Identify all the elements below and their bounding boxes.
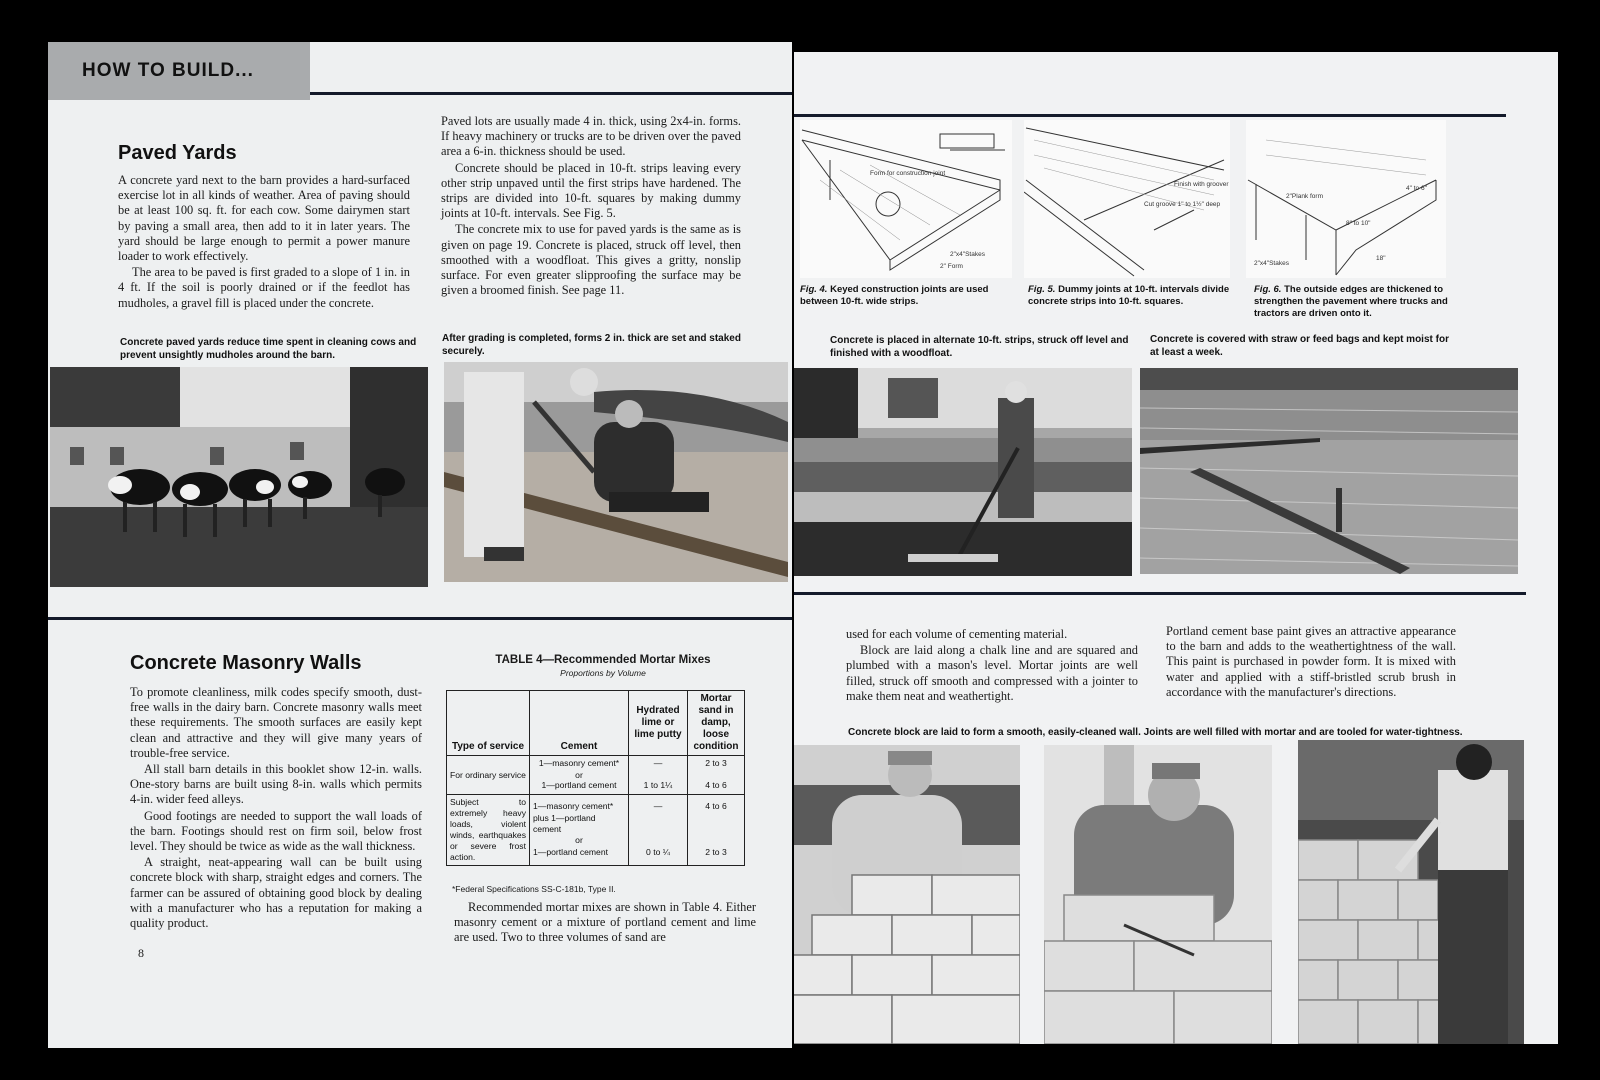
fig-label: Finish with groover (1174, 181, 1229, 188)
banner-title: HOW TO BUILD... (82, 60, 254, 81)
caption-block: Concrete block are laid to form a smooth, easily-cleaned wall. Joints are well filled with mortar and are tooled for water-tightness. (848, 727, 1463, 738)
caption-cows: Concrete paved yards reduce time spent in cleaning cows and prevent unsightly mudholes around the barn. (120, 337, 417, 361)
paragraph: The area to be paved is first graded to a slope of 1 in. in 4 ft. If the soil is poorly drained or if the feedlot has mudholes, a gravel fill is placed under the concrete. (118, 265, 410, 310)
cell-line: plus 1—portland cement (533, 813, 596, 834)
fig-text: Keyed construction joints are used between 10-ft. wide strips. (800, 284, 989, 307)
cell-line: or (575, 835, 583, 845)
mortar-table (446, 690, 745, 866)
cell-line: 1—portland cement (541, 780, 617, 790)
cell-line: 4 to 6 (705, 801, 727, 811)
cell-line: 0 to ¼ (646, 847, 670, 857)
paragraph: Paved lots are usually made 4 in. thick, using 2x4-in. forms. If heavy machinery or trucks are to be driven over the paved area a 6-in. thickness should be used. (441, 114, 741, 159)
cell-sand (688, 756, 745, 795)
fig-number: Fig. 6. (1254, 284, 1282, 295)
fig-number: Fig. 4. (800, 284, 828, 295)
fig4-drawing (800, 120, 1012, 278)
fig6-caption (1254, 284, 1464, 320)
fig-text: The outside edges are thickened to strengthen the pavement where trucks and tractors are driven onto it. (1254, 284, 1448, 319)
cell-line (632, 770, 684, 780)
fig-text: Dummy joints at 10-ft. intervals divide concrete strips into 10-ft. squares. (1028, 284, 1230, 307)
photo-cows-barn (50, 367, 428, 587)
paved-column-1 (118, 173, 410, 312)
cell-lime (629, 756, 688, 795)
masonry-heading: Concrete Masonry Walls (130, 652, 362, 674)
caption-covered: Concrete is covered with straw or feed bags and kept moist for at least a week. (1150, 334, 1449, 358)
section-banner (48, 42, 310, 100)
header-cell: Hydrated lime or lime putty (629, 691, 688, 756)
table-header-row (447, 691, 745, 756)
photo-block-3 (1298, 740, 1524, 1044)
table-subtitle: Proportions by Volume (560, 668, 646, 678)
cell-line: 1—masonry cement* (533, 801, 614, 811)
cell-line: 4 to 6 (705, 780, 727, 790)
table-title-block (448, 654, 758, 678)
top-rule-right (794, 114, 1506, 117)
mid-rule-right (794, 592, 1526, 595)
cell-sand (688, 795, 745, 866)
cell-line (691, 770, 741, 780)
cell-line: — (653, 758, 663, 768)
table-row (447, 795, 745, 866)
cell-line (691, 835, 741, 847)
page-number: 8 (138, 946, 144, 960)
table-row (447, 756, 745, 795)
fig5-caption (1028, 284, 1244, 308)
photo-block-1 (794, 745, 1020, 1044)
cell-line (632, 835, 684, 847)
table-footnote: *Federal Specifications SS-C-181b, Type II. (452, 884, 616, 894)
paragraph: used for each volume of cementing material. (846, 627, 1068, 641)
photo-woodfloat (794, 368, 1132, 576)
paragraph: Good footings are needed to support the wall loads of the barn. Footings should rest on firm soil, below frost level. They should be twice as wide as the wall thickness. (130, 808, 422, 854)
caption-strips: Concrete is placed in alternate 10-ft. strips, struck off level and finished with a woodfloat. (830, 335, 1129, 359)
cell-line (691, 813, 741, 835)
paragraph: Recommended mortar mixes are shown in Table 4. Either masonry cement or a mixture of portland cement and lime are used. Two to three volumes of sand are (454, 900, 756, 945)
paved-heading: Paved Yards (118, 142, 237, 164)
paragraph: The concrete mix to use for paved yards is the same as is given on page 19. Concrete is placed, struck off level, then smoothed with a woodfloat. This gives a gritty, nonslip surface. For even greater slipproofing the surface may be given a broomed finish. See page 11. (441, 222, 741, 298)
left-page (48, 42, 792, 1048)
cell-cement (530, 795, 629, 866)
cell-cement (530, 756, 629, 795)
cell-service: For ordinary service (447, 756, 530, 795)
photo-block-2 (1044, 745, 1272, 1044)
mortar-table-wrap (446, 690, 745, 866)
fig4-caption (800, 284, 1018, 308)
fig-label: 2"x4"Stakes (1254, 260, 1289, 267)
right-page (794, 52, 1558, 1044)
fig-label: Form for construction joint (870, 170, 946, 177)
masonry-column-2 (454, 900, 756, 947)
cell-line: 1—portland cement (533, 847, 608, 857)
header-cell: Type of service (447, 691, 530, 756)
masonry-column-3 (846, 627, 1138, 705)
cell-line: 2 to 3 (705, 758, 727, 768)
masonry-column-1 (130, 685, 422, 932)
top-rule (310, 92, 792, 95)
paragraph: A concrete yard next to the barn provides a hard-surfaced exercise lot in all kinds of weather. Area of paving should be at least 100 sq. ft. for each cow. Some dairymen start by paving a small area, then add to it in later years. The yard should be large enough to permit a power manure loader to work effectively. (118, 173, 410, 264)
fig-label: 8" to 10" (1346, 220, 1371, 227)
fig-label: 2" Form (940, 263, 963, 270)
fig-label: 2"x4"Stakes (950, 251, 985, 258)
paragraph: A straight, neat-appearing wall can be built using concrete block with sharp, straight edges and corners. The farmer can be assured of obtaining good block by dealing with a manufacturer who has a reputation for making a quality product. (130, 855, 422, 931)
fig5-drawing (1024, 120, 1230, 278)
cell-line: 2 to 3 (705, 847, 727, 857)
photo-setting-forms (444, 362, 788, 582)
caption-forms: After grading is completed, forms 2 in. thick are set and staked securely. (442, 333, 741, 357)
paragraph: Portland cement base paint gives an attractive appearance to the barn and adds to the weathertightness of the wall. This paint is purchased in powder form. It is mixed with water and applied with a stiff-bristled scrub brush in accordance with the manufacturer's directions. (1166, 624, 1456, 699)
fig-label: 18" (1376, 255, 1386, 262)
masonry-column-4 (1166, 624, 1456, 701)
fig6-drawing (1246, 120, 1446, 278)
paragraph: Concrete should be placed in 10-ft. strips leaving every other strip unpaved until the first strips have hardened. The strips are divided into 10-ft. squares by making dummy joints at 10-ft. intervals. See Fig. 5. (441, 160, 741, 221)
mid-rule (48, 617, 792, 620)
header-cell: Mortar sand in damp, loose condition (688, 691, 745, 756)
paragraph: Block are laid along a chalk line and are squared and plumbed with a mason's level. Mortar joints are well filled, struck off smooth and compressed with a jointer to make them neat and weathertight. (846, 643, 1138, 703)
paved-column-2 (441, 114, 741, 299)
photo-straw-cover (1140, 368, 1518, 574)
cell-line: 1 to 1¼ (643, 780, 673, 790)
fig-label: 2"Plank form (1286, 193, 1323, 200)
fig-label: 4" to 6" (1406, 185, 1427, 192)
fig-label: Cut groove 1" to 1½" deep (1144, 201, 1221, 208)
cell-line (632, 813, 684, 835)
header-cell: Cement (530, 691, 629, 756)
cell-line: — (653, 801, 663, 811)
cell-lime (629, 795, 688, 866)
cell-service: Subject to extremely heavy loads, violent winds, earthquakes or severe frost action. (447, 795, 530, 866)
paragraph: To promote cleanliness, milk codes specify smooth, dust-free walls in the dairy barn. Concrete masonry walls meet these requirements. The smooth surfaces are easily kept clean and attractive and they will give many years of trouble-free service. (130, 685, 422, 760)
cell-line: or (575, 770, 583, 780)
table-title: TABLE 4—Recommended Mortar Mixes (495, 654, 711, 666)
fig-number: Fig. 5. (1028, 284, 1056, 295)
paragraph: All stall barn details in this booklet show 12-in. walls. One-story barns are built using 8-in. walls which permits 4-in. wider feed alleys. (130, 762, 422, 807)
cell-line: 1—masonry cement* (538, 758, 620, 768)
